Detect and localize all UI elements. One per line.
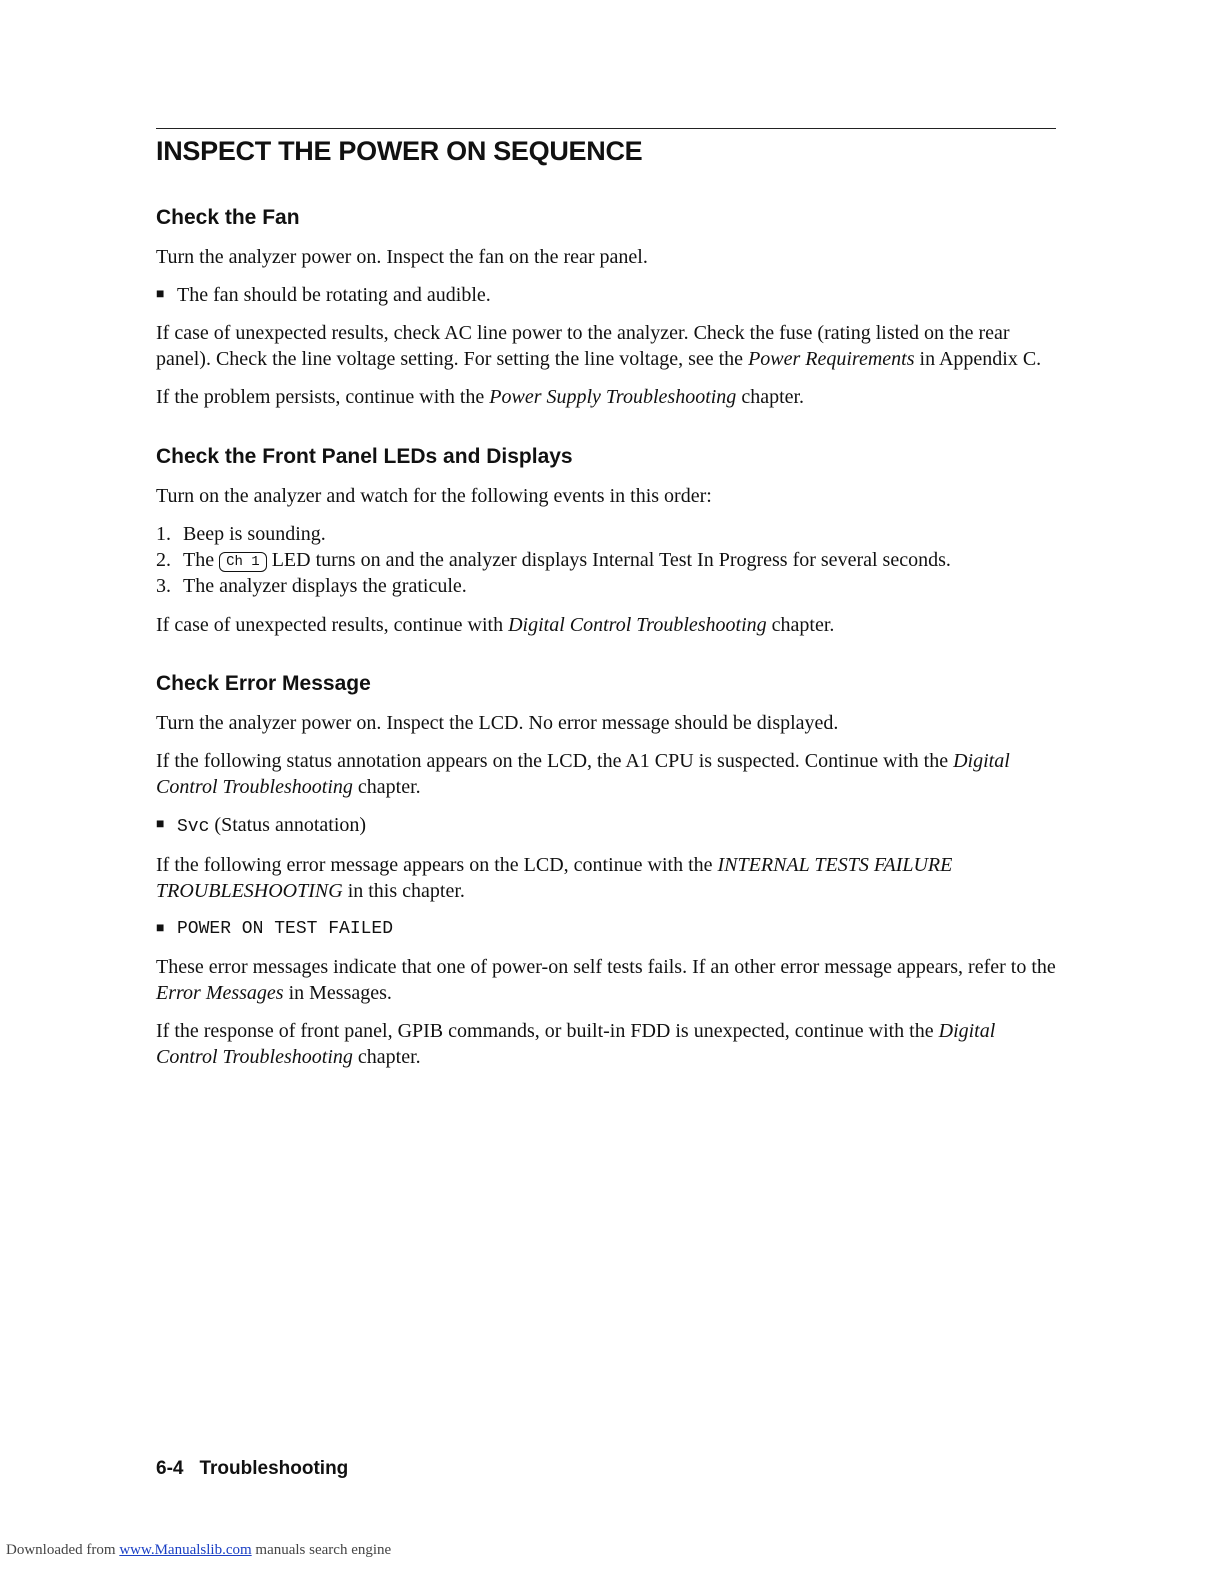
ref-power-requirements: Power Requirements [748,348,915,370]
error-p1: Turn the analyzer power on. Inspect the LCD. No error message should be displayed. [156,712,839,734]
top-rule [156,128,1056,129]
ch1-key: Ch 1 [219,552,267,572]
bullet-square-icon: ■ [156,921,165,936]
heading-front-panel: Check the Front Panel LEDs and Displays [156,445,573,468]
ref-internal-tests-failure: INTERNAL TESTS FAILURE TROUBLESHOOTING [156,854,953,902]
ref-digital-control-troubleshooting: Digital Control Troubleshooting [156,750,1010,798]
leds-list [156,521,1056,599]
ref-digital-control-troubleshooting: Digital Control Troubleshooting [156,1020,996,1068]
ref-power-supply-troubleshooting: Power Supply Troubleshooting [489,386,737,408]
bullet-square-icon: ■ [156,287,165,302]
page-number: 6-4 [156,1458,184,1479]
fan-bullet: ■ The fan should be rotating and audible. [156,284,491,306]
error-p5: If the response of front panel, GPIB commands, or built-in FDD is unexpected, continue with the Digital Control Troubleshooting chapter. [156,1020,996,1068]
error-p3: If the following error message appears on the LCD, continue with the INTERNAL TESTS FAILURE TROUBLESHOOTING in this chapter. [156,854,953,902]
error-bullet-svc: ■ Svc (Status annotation) [156,812,1056,840]
bullet-square-icon: ■ [156,817,165,832]
fan-p1: Turn the analyzer power on. Inspect the fan on the rear panel. [156,246,648,268]
ref-digital-control-troubleshooting: Digital Control Troubleshooting [508,614,767,636]
page-footer [156,1458,348,1480]
error-p4: These error messages indicate that one of power-on self tests fails. If an other error message appears, refer to the Error Messages in Messages. [156,956,1056,1004]
list-item: 1. Beep is sounding. [156,523,326,545]
page-content [156,128,1056,1070]
list-item: 3. The analyzer displays the graticule. [156,575,467,597]
ref-error-messages: Error Messages [156,982,284,1004]
heading-error-message: Check Error Message [156,672,371,695]
leds-intro: Turn on the analyzer and watch for the following events in this order: [156,485,712,507]
list-item: 2. The Ch 1 LED turns on and the analyzer displays Internal Test In Progress for several seconds. [156,549,951,571]
error-p2: If the following status annotation appears on the LCD, the A1 CPU is suspected. Continue with the Digital Control Troubleshooting chapter. [156,750,1010,798]
download-notice: Downloaded from www.Manualslib.com manuals search engine [6,1542,392,1558]
fan-p3: If the problem persists, continue with the Power Supply Troubleshooting chapter. [156,386,805,408]
error-bullet-power-on: ■ POWER ON TEST FAILED [156,916,1056,942]
leds-p: If case of unexpected results, continue with Digital Control Troubleshooting chapter. [156,614,835,636]
footer-section: Troubleshooting [199,1458,349,1479]
fan-p2: If case of unexpected results, check AC line power to the analyzer. Check the fuse (rating listed on the rear panel). Check the line voltage setting. For setting the line voltage, see the Power Requirements in Appendix C. [156,322,1042,370]
heading-check-fan: Check the Fan [156,206,300,229]
page-title: INSPECT THE POWER ON SEQUENCE [156,136,643,166]
manualslib-link[interactable]: www.Manualslib.com [119,1542,252,1558]
